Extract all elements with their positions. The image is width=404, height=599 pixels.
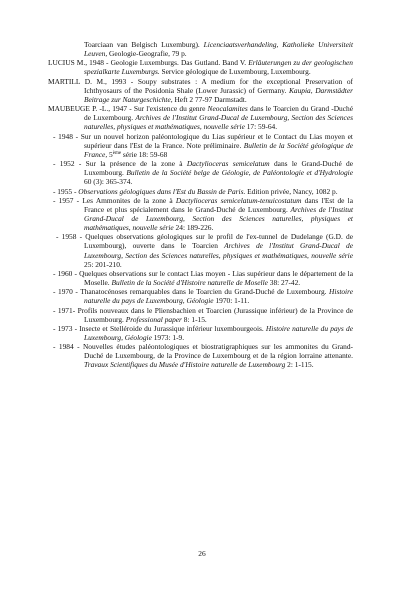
italic-title: Archives de l'Institut Grand-Ducal de Luxembourg, Section des Sciences naturelles, physiques et mathématiques, nouvelle série: [84, 204, 354, 233]
bibliography-entry: Toarciaan van Belgisch Luxemburg). Licenciaatsverhandeling, Katholieke Universiteit Leuven, Geologie-Geografie, 79 p.: [84, 40, 353, 59]
bibliography-entry: - 1960 - Quelques observations sur le contact Lias moyen - Lias supérieur dans le département de la Moselle. Bulletin de la Société d'Histoire naturelle de Moselle 38: 27-42.: [53, 268, 353, 288]
bibliography-entry: - 1984 - Nouvelles études paléontologiques et biostratigraphiques sur les ammonites du Grand-Duché de Luxembourg, de la Province de Luxembourg et de la région lorraine attenante. Travaux Scientifiques du Musée d'Histoire naturelle de Luxembourg 2: 1-115.: [53, 342, 353, 370]
italic-title: Histoire naturelle du pays de Luxembourg, Géologie: [84, 287, 353, 306]
italic-title: Neocalamites: [207, 104, 248, 114]
italic-title: Histoire naturelle du pays de Luxembourg, Géologie: [84, 323, 353, 342]
italic-title: Bulletin de la Société d'Histoire naturelle de Moselle: [111, 278, 268, 288]
bibliography-entry: - 1973 - Insecte et Stelléroide du Jurassique inférieur luxembourgeois. Histoire naturelle du pays de Luxembourg, Géologie 1973: 1-9.: [53, 323, 353, 342]
italic-title: Professional paper: [125, 314, 182, 324]
bibliography-entry: - 1958 - Quelques observations géologiques sur le profil de l'ex-tunnel de Dudelange (G.D. de Luxembourg), ouverte dans le Toarcien Archives de l'Institut Grand-Ducal de Luxembourg, Section des Sciences naturelles, physiques et mathématiques, nouvelle série 25: 201-210.: [56, 232, 353, 269]
italic-title: Bulletin de la Société géologique de France,: [84, 140, 353, 159]
italic-title: Dactylioceras semicelatum-tenuicostatum: [175, 195, 302, 205]
italic-title: Archives de l'Institut Grand-Ducal de Luxembourg, Section des Sciences naturelles, physiques et mathématiques, nouvelle série: [84, 241, 353, 260]
italic-title: Kaupia, Darmstädter Beitrage zur Naturgeschichte,: [84, 85, 353, 104]
bibliography-entry: - 1952 - Sur la présence de la zone à Dactylioceras semicelatum dans le Grand-Duché de Luxembourg. Bulletin de la Société belge de Géologie, de Paléontologie et d'Hydrologie 60 (3): 365-374.: [53, 159, 354, 187]
bibliography-entry: - 1957 - Les Ammonites de la zone à Dactylioceras semicelatum-tenuicostatum dans l'Est de la France et plus spécialement dans le Grand-Duché de Luxembourg. Archives de l'Institut Grand-Ducal de Luxembourg, Section des Sciences naturelles, physiques et mathématiques, nouvelle série 24: 189-226.: [53, 195, 354, 233]
bibliography-entry: MAUBEUGE P. -L., 1947 - Sur l'existence du genre Neocalamites dans le Toarcien du Grand -Duché de Luxembourg. Archives de l'Institut Grand-Ducal de Luxembourg, Section des Sciences naturelles, physiques et mathématiques, nouvelle série 17: 59-64.: [48, 104, 353, 132]
bibliography-entry: - 1971- Profils nouveaux dans le Pliensbachien et Toarcien (Jurassique inférieur) de la Province de Luxembourg. Professional paper 8: 1-15.: [53, 305, 353, 324]
bibliography-entry: - 1970 - Thanatocénoses remarquables dans le Toarcien du Grand-Duché de Luxembourg. Histoire naturelle du pays de Luxembourg, Géologie 1970: 1-11.: [53, 287, 353, 306]
bibliography-entry: MARTILL D. M., 1993 - Soupy substrates : A medium for the exceptional Preservation of Ichthyosaurs of the Posidonia Shale (Lower Jurassic) of Germany. Kaupia, Darmstädter Beitrage zur Naturgeschichte, Heft 2 77-97 Darmstadt.: [48, 76, 353, 104]
italic-title: Erläuterungen zu der geologischen spezialkarte Luxemburgs.: [84, 58, 354, 77]
bibliography-entry: - 1948 - Sur un nouvel horizon paléontologique du Lias supérieur et le Contact du Lias moyen et supérieur dans l'Est de la France. Note préliminaire. Bulletin de la Société géologique de France, 5ème série 18: 59-68: [53, 131, 353, 159]
bibliography-entry: LUCIUS M., 1948 - Geologie Luxemburgs. Das Gutland. Band V. Erläuterungen zu der geologischen spezialkarte Luxemburgs. Service géologique de Luxembourg, Luxembourg.: [48, 58, 354, 77]
bibliography-list: [48, 40, 353, 370]
italic-title: Licenciaatsverhandeling, Katholieke Universiteit Leuven,: [84, 40, 353, 59]
superscript: ème: [112, 150, 122, 156]
italic-title: Travaux Scientifiques du Musée d'Histoire naturelle de Luxembourg: [84, 360, 286, 370]
italic-title: Bulletin de la Société belge de Géologie, de Paléontologie et d'Hydrologie: [126, 168, 353, 178]
italic-title: Observations géologiques dans l'Est du Bassin de Paris.: [78, 186, 246, 196]
italic-title: Archives de l'Institut Grand-Ducal de Luxembourg, Section des Sciences naturelles, physiques et mathématiques, nouvelle série: [84, 113, 353, 132]
italic-title: Dactylioceras semicelatum: [186, 159, 270, 169]
page-number: 26: [198, 549, 206, 558]
bibliography-entry: - 1955 - Observations géologiques dans l'Est du Bassin de Paris. Edition privée, Nancy, 1082 p.: [53, 186, 338, 196]
